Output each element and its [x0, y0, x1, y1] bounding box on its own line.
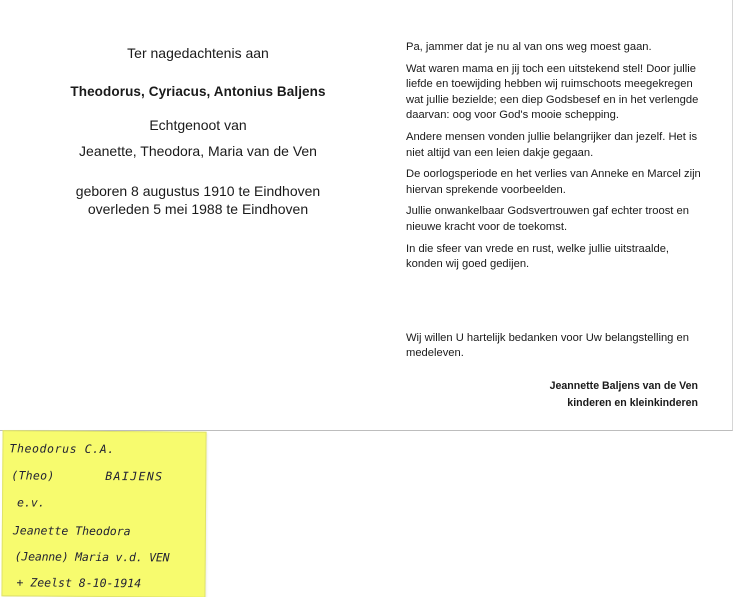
birth-line: geboren 8 augustus 1910 te Eindhoven [75, 183, 321, 199]
deceased-name: Theodorus, Cyriacus, Antonius Baljens [70, 84, 326, 99]
tribute-paragraph-1: Pa, jammer dat je nu al van ons weg moest gaan. [406, 41, 652, 53]
thanks-paragraph: Wij willen U hartelijk bedanken voor Uw belangstelling en medeleven. [406, 331, 689, 360]
spouse-name: Jeanette, Theodora, Maria van de Ven [79, 143, 317, 159]
note-line-ev: e.v. [17, 495, 45, 510]
handwritten-sticky-note [1, 430, 206, 597]
note-line-name: Theodorus C.A. [9, 441, 115, 457]
in-memory-heading: Ter nagedachtenis aan [127, 45, 269, 61]
tribute-paragraph-2: Wat waren mama en jij toch een uitstekend stel! Door jullie liefde en toewijding hebben wij ruimschoots meegekregen wat jullie bezielde; een diep Godsbesef en in het verlengde daarvan: oog voor God's mooie schepping. [406, 62, 699, 122]
spouse-label: Echtgenoot van [149, 117, 247, 133]
signature-line-2: kinderen en kleinkinderen [567, 397, 698, 409]
memorial-card-left-column [0, 44, 396, 218]
tribute-paragraph-5: Jullie onwankelbaar Godsvertrouwen gaf echter troost en nieuwe kracht voor de toekomst. [406, 205, 689, 233]
tribute-paragraph-3: Andere mensen vonden jullie belangrijker dan jezelf. Het is niet altijd van een leien dakje gegaan. [406, 130, 698, 159]
memorial-card-right-column [406, 40, 706, 368]
note-line-nickname: (Theo) [11, 468, 55, 483]
death-line: overleden 5 mei 1988 te Eindhoven [87, 201, 309, 217]
note-line-spouse-rest: (Jeanne) Maria v.d. VEN [14, 549, 170, 565]
tribute-paragraph-4: De oorlogsperiode en het verlies van Anneke en Marcel zijn hiervan sprekende voorbeelden. [406, 168, 701, 196]
note-line-spouse-first: Jeanette Theodora [12, 523, 131, 539]
note-line-death: + Zeelst 8-10-1914 [16, 575, 142, 591]
tribute-paragraph-6: In die sfeer van vrede en rust, welke jullie uitstraalde, konden wij goed gedijen. [406, 242, 670, 271]
note-line-surname: BAIJENS [105, 469, 164, 484]
family-signature [550, 378, 698, 412]
signature-line-1: Jeannette Baljens van de Ven [549, 380, 698, 392]
